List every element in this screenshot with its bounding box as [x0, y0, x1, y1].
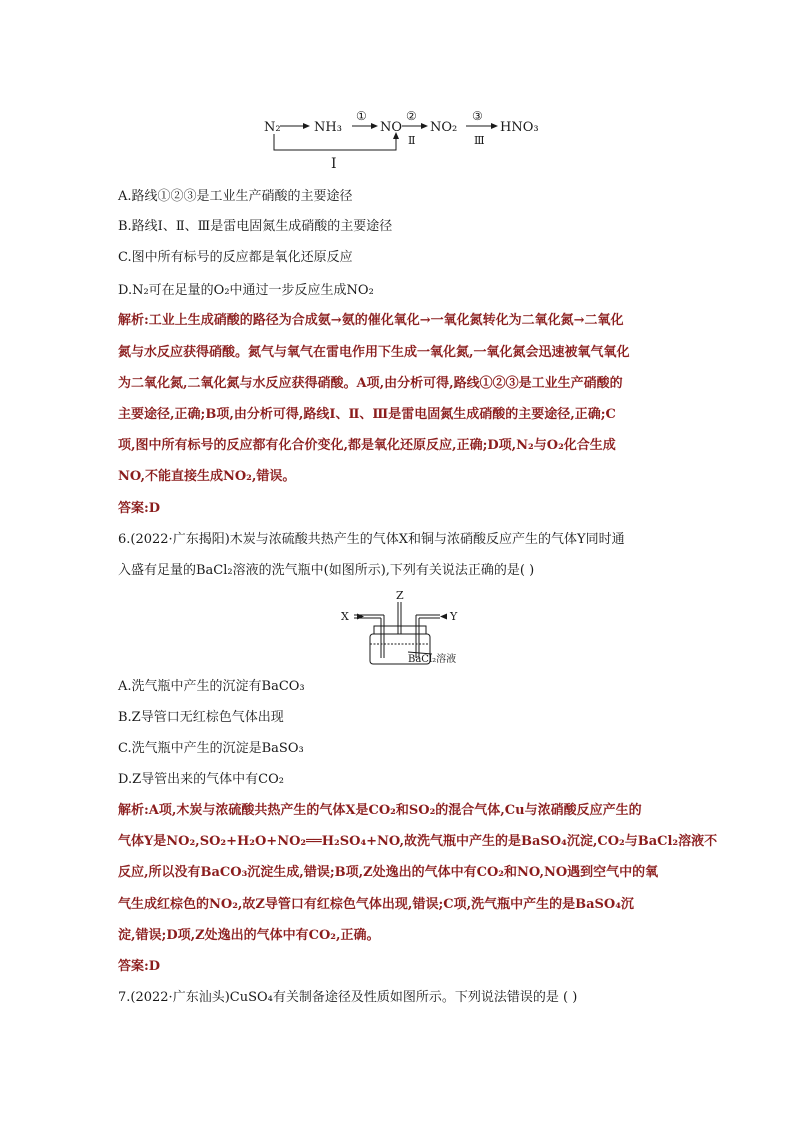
q5-analysis-line: NO,不能直接生成NO₂,错误。 [118, 469, 296, 484]
no2-label: NO₂ [430, 120, 458, 135]
step1-label: ① [356, 109, 367, 123]
q5-analysis-line: 项,图中所有标号的反应都有化合价变化,都是氧化还原反应,正确;D项,N₂与O₂化合生成 [118, 438, 616, 453]
q5-option-a: A.路线①②③是工业生产硝酸的主要途径 [118, 189, 353, 204]
nitrogen-scheme-diagram [260, 104, 560, 174]
z-label: Z [396, 590, 404, 602]
q6-option-c: C.洗气瓶中产生的沉淀是BaSO₃ [118, 741, 304, 756]
q7-stem: 7.(2022·广东汕头)CuSO₄有关制备途径及性质如图所示。下列说法错误的是 ( ) [118, 990, 578, 1005]
q6-analysis-line: 反应,所以没有BaCO₃沉淀生成,错误;B项,Z处逸出的气体中有CO₂和NO,NO遇到空气中的氧 [118, 865, 659, 880]
step3-label: ③ [472, 109, 483, 123]
q6-analysis-line: 淀,错误;D项,Z处逸出的气体中有CO₂,正确。 [118, 928, 380, 943]
q5-option-d: D.N₂可在足量的O₂中通过一步反应生成NO₂ [118, 283, 374, 298]
q6-analysis-line: 解析:A项,木炭与浓硫酸共热产生的气体X是CO₂和SO₂的混合气体,Cu与浓硝酸反应产生的 [118, 803, 642, 818]
q6-stem-line: 入盛有足量的BaCl₂溶液的洗气瓶中(如图所示),下列有关说法正确的是( ) [118, 563, 535, 578]
step2-label: ② [406, 109, 417, 123]
q5-option-c: C.图中所有标号的反应都是氧化还原反应 [118, 250, 353, 265]
q6-option-a: A.洗气瓶中产生的沉淀有BaCO₃ [118, 679, 305, 694]
q5-analysis-line: 为二氧化氮,二氧化氮与水反应获得硝酸。A项,由分析可得,路线①②③是工业生产硝酸的 [118, 376, 623, 391]
route3-label: Ⅲ [474, 134, 485, 147]
nh3-label: NH₃ [314, 120, 342, 135]
q5-analysis-line: 主要途径,正确;B项,由分析可得,路线Ⅰ、Ⅱ、Ⅲ是雷电固氮生成硝酸的主要途径,正确;C [118, 407, 616, 422]
q6-analysis-line: 气体Y是NO₂,SO₂+H₂O+NO₂══H₂SO₄+NO,故洗气瓶中产生的是BaSO₄沉淀,CO₂与BaCl₂溶液不 [118, 834, 718, 849]
y-label: Y [450, 610, 458, 623]
q6-stem-line: 6.(2022·广东揭阳)木炭与浓硫酸共热产生的气体X和铜与浓硝酸反应产生的气体Y同时通 [118, 532, 625, 547]
q5-analysis-line: 解析:工业上生成硝酸的路径为合成氨→氨的催化氧化→一氧化氮转化为二氧化氮→二氧化 [118, 313, 624, 328]
bacl2-solution-label: BaCl₂溶液 [408, 654, 457, 665]
q6-answer: 答案:D [118, 959, 161, 974]
route2-label: Ⅱ [408, 134, 416, 147]
q6-analysis-line: 气生成红棕色的NO₂,故Z导管口有红棕色气体出现,错误;C项,洗气瓶中产生的是BaSO₄沉 [118, 897, 634, 912]
q5-analysis-line: 氮与水反应获得硝酸。氮气与氧气在雷电作用下生成一氧化氮,一氧化氮会迅速被氧气氧化 [118, 345, 630, 360]
route1-label: Ⅰ [331, 156, 337, 172]
q6-option-d: D.Z导管出来的气体中有CO₂ [118, 772, 284, 787]
n2-label: N₂ [264, 120, 281, 135]
gas-washing-bottle-diagram [336, 590, 476, 668]
hno3-label: HNO₃ [500, 120, 539, 135]
q5-answer: 答案:D [118, 501, 161, 516]
q5-option-b: B.路线Ⅰ、Ⅱ、Ⅲ是雷电固氮生成硝酸的主要途径 [118, 219, 393, 234]
no-label: NO [380, 120, 403, 135]
q6-option-b: B.Z导管口无红棕色气体出现 [118, 710, 284, 725]
x-label: X [341, 610, 349, 623]
